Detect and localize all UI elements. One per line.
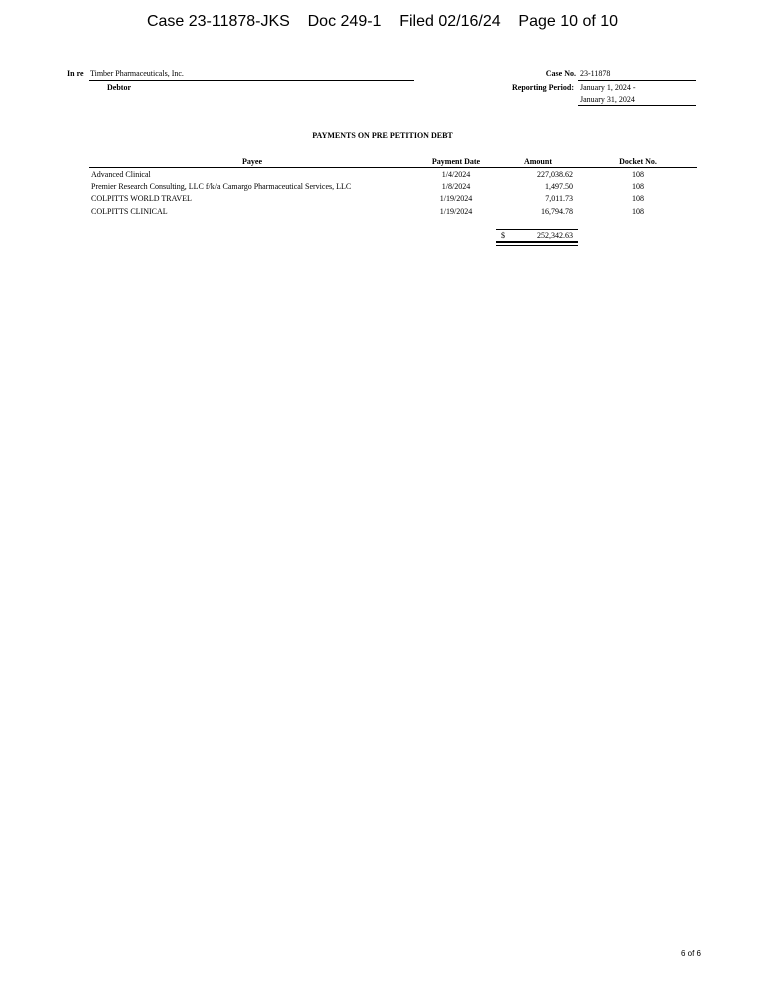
column-header-payment-date: Payment Date <box>431 157 481 166</box>
total-double-rule-1 <box>496 241 578 243</box>
docket-no-cell: 108 <box>632 182 644 191</box>
case-no-label: Case No. <box>545 69 576 78</box>
payee-cell: COLPITTS WORLD TRAVEL <box>91 194 192 203</box>
total-currency-symbol: $ <box>501 231 505 240</box>
period-end: January 31, 2024 <box>580 95 635 104</box>
page-number: 6 of 6 <box>680 949 701 958</box>
in-re-label: In re <box>67 69 84 78</box>
amount-cell: 7,011.73 <box>545 194 573 203</box>
docket-no-cell: 108 <box>632 207 644 216</box>
table-header-rule <box>89 167 697 168</box>
court-filing-stamp: Case 23-11878-JKS Doc 249-1 Filed 02/16/24 Page 10 of 10 <box>146 13 619 30</box>
payment-date-cell: 1/19/2024 <box>439 207 473 216</box>
total-amount: 252,342.63 <box>537 231 573 240</box>
column-header-payee: Payee <box>242 157 262 166</box>
case-no-value: 23-11878 <box>580 69 611 78</box>
amount-cell: 1,497.50 <box>545 182 573 191</box>
docket-no-cell: 108 <box>632 194 644 203</box>
payment-date-cell: 1/4/2024 <box>441 170 471 179</box>
payee-cell: Advanced Clinical <box>91 170 151 179</box>
amount-cell: 16,794.78 <box>541 207 573 216</box>
payee-cell: Premier Research Consulting, LLC f/k/a Camargo Pharmaceutical Services, LLC <box>91 182 352 191</box>
debtor-label: Debtor <box>107 83 131 92</box>
total-top-rule <box>496 229 578 230</box>
total-double-rule-2 <box>496 245 578 246</box>
column-header-docket-no: Docket No. <box>619 157 657 166</box>
docket-no-cell: 108 <box>632 170 644 179</box>
debtor-name: Timber Pharmaceuticals, Inc. <box>90 69 184 78</box>
payee-cell: COLPITTS CLINICAL <box>91 207 168 216</box>
case-no-rule <box>578 80 696 81</box>
period-rule <box>578 105 696 106</box>
payment-date-cell: 1/8/2024 <box>441 182 471 191</box>
payment-date-cell: 1/19/2024 <box>439 194 473 203</box>
debtor-name-rule <box>89 80 414 81</box>
report-title: PAYMENTS ON PRE PETITION DEBT <box>312 131 453 140</box>
period-start: January 1, 2024 - <box>580 83 636 92</box>
reporting-period-label: Reporting Period: <box>512 83 574 92</box>
column-header-amount: Amount <box>523 157 552 166</box>
amount-cell: 227,038.62 <box>537 170 573 179</box>
